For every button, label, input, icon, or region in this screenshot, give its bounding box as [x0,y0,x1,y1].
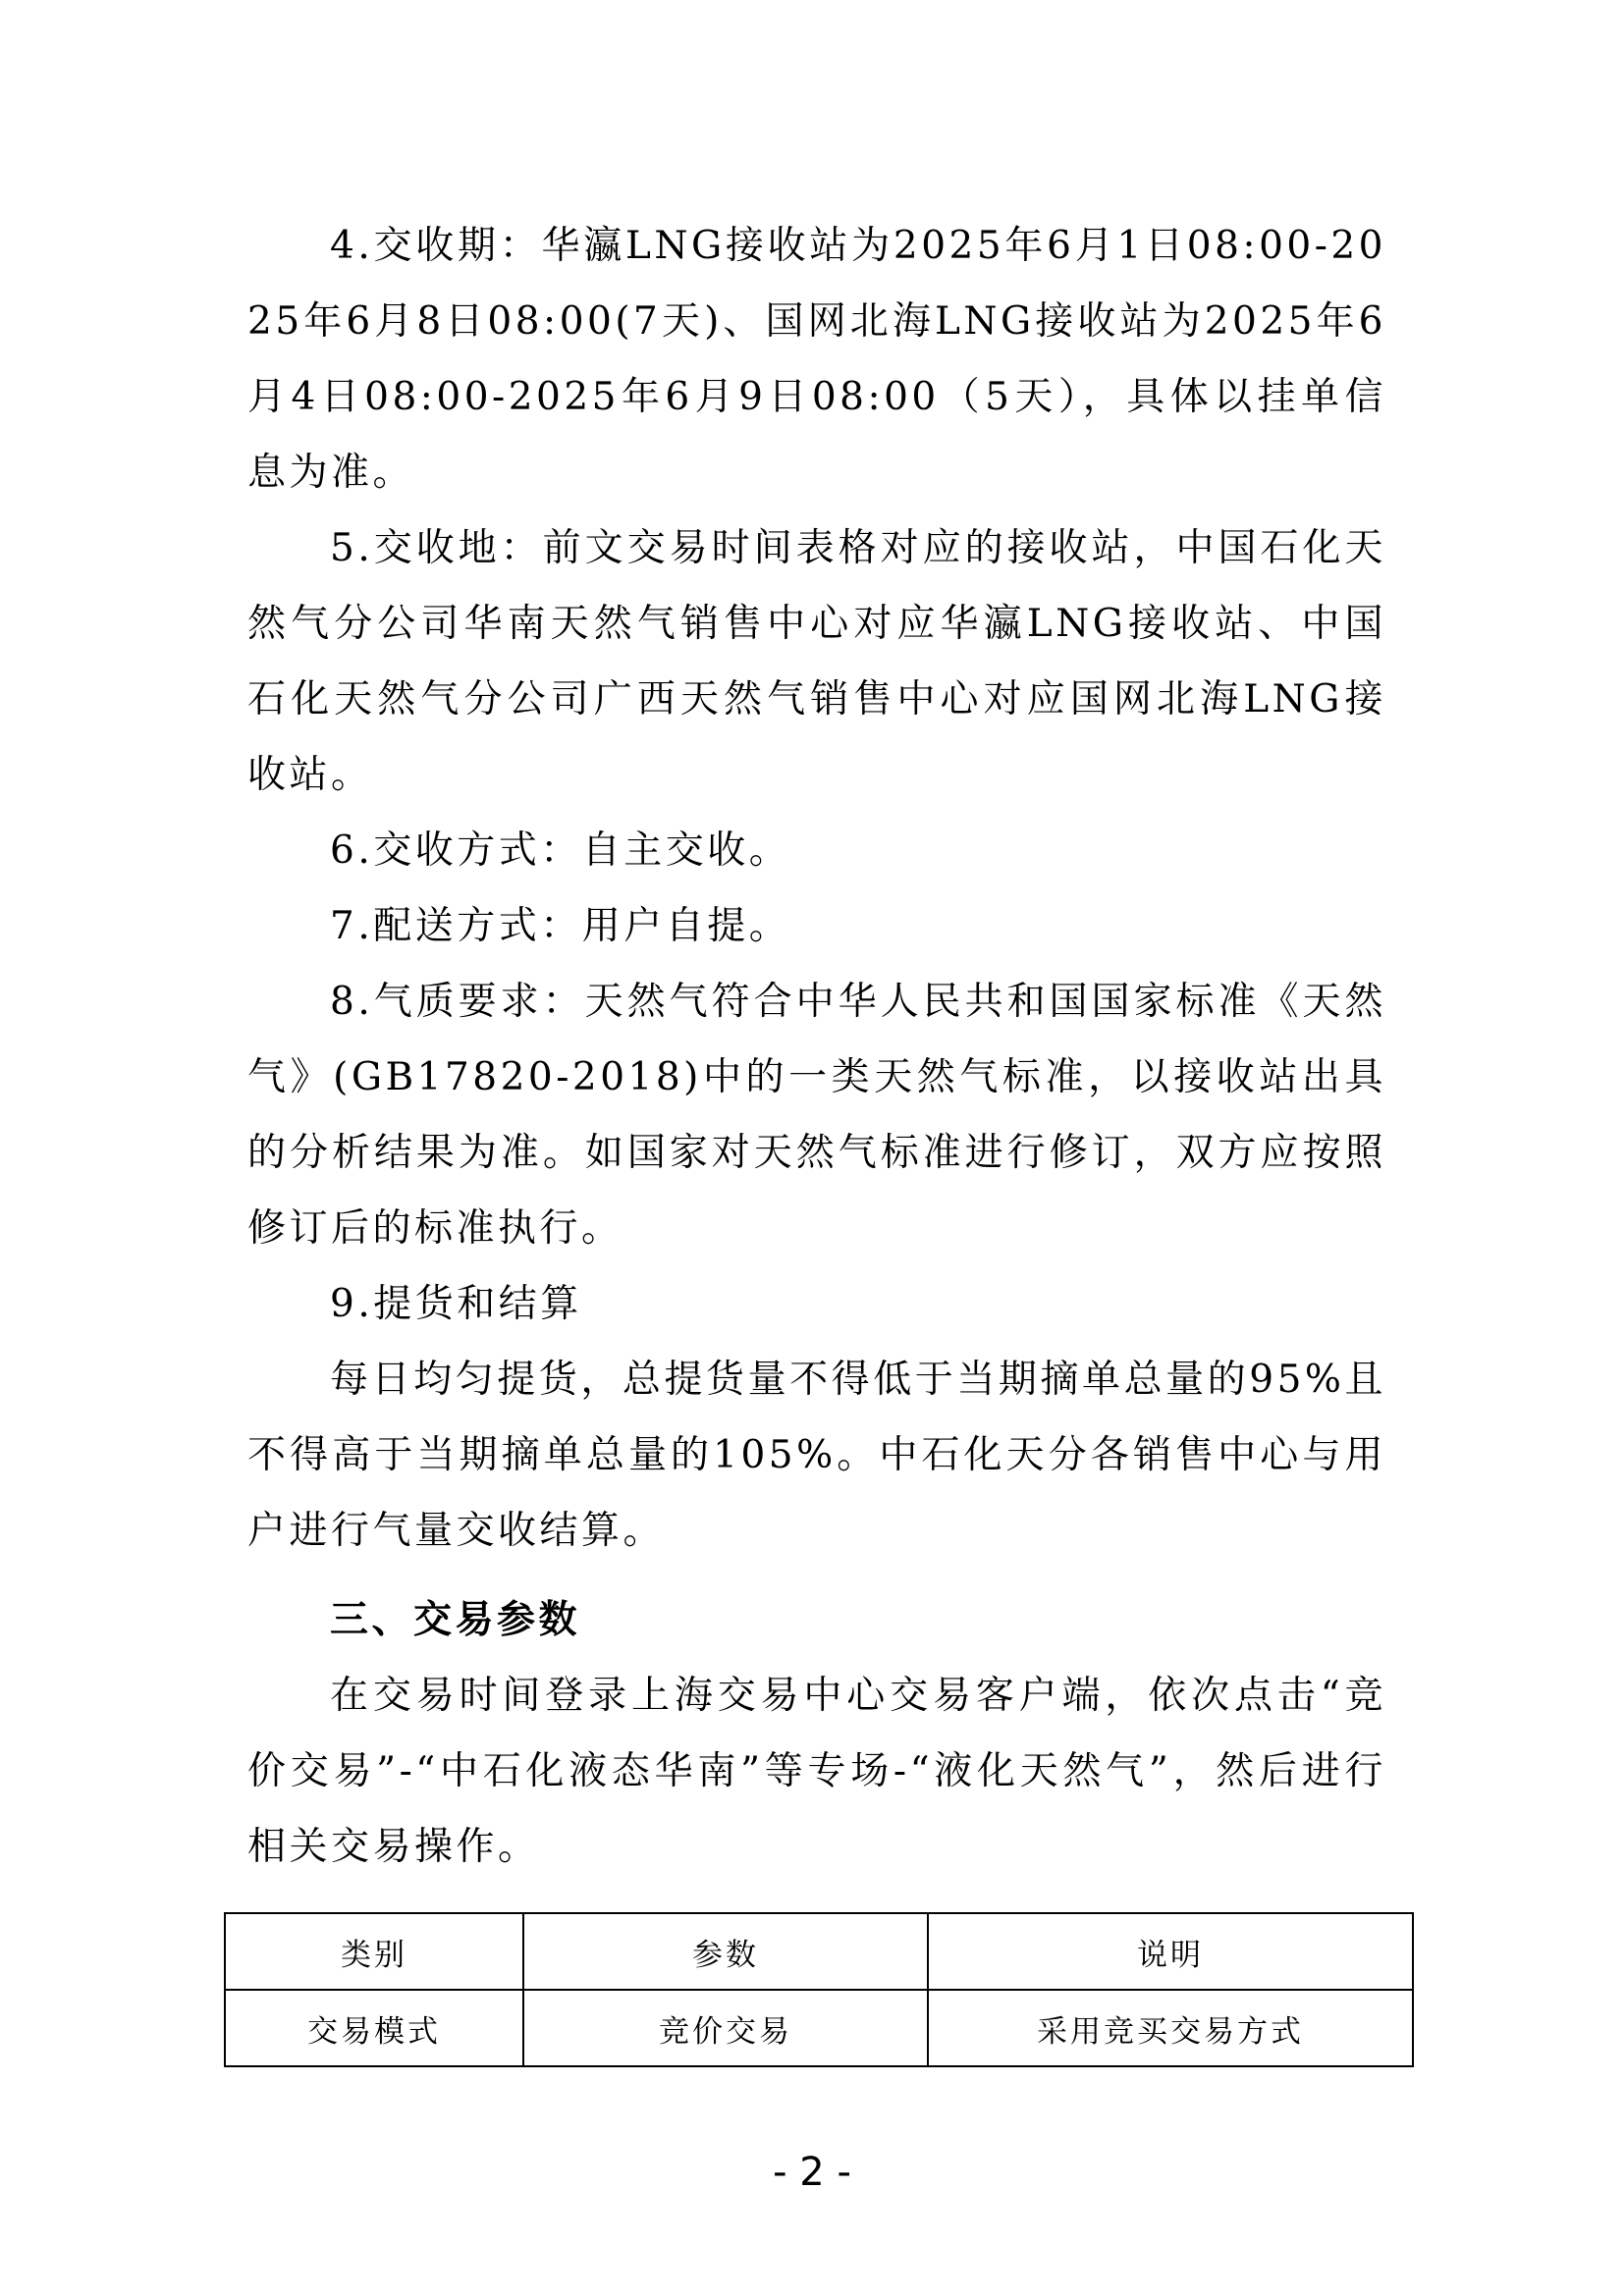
paragraph-pickup-settlement-title: 9.提货和结算 [330,1282,582,1326]
section-heading-trading-parameters: 三、交易参数 [330,1598,581,1642]
table-row [225,1990,1413,2066]
paragraph-pickup-settlement: 每日均匀提货，总提货量不得低于当期摘单总量的95%且不得高于当期摘单总量的105%。中石化天分各销售中心与用户进行气量交收结算。 [247,1358,1386,1553]
paragraph-gas-quality: 8.气质要求：天然气符合中华人民共和国国家标准《天然气》(GB17820-2018)中的一类天然气标准，以接收站出具的分析结果为准。如国家对天然气标准进行修订，双方应按照修订后的标准执行。 [247,980,1386,1251]
table-header-cell: 类别 [225,1913,523,1990]
table-cell: 采用竞买交易方式 [928,1990,1413,2066]
table-cell: 交易模式 [225,1990,523,2066]
table-header-cell: 参数 [523,1913,928,1990]
paragraph-delivery-period: 4.交收期：华瀛LNG接收站为2025年6月1日08:00-2025年6月8日08:00(7天)、国网北海LNG接收站为2025年6月4日08:00-2025年6月9日08:00（5天），具体以挂单信息为准。 [247,224,1386,495]
page-number: - 2 - [773,2150,851,2195]
table-header-row [225,1913,1413,1990]
trading-parameters-table [224,1912,1414,2067]
paragraph-delivery-method: 6.交收方式：自主交收。 [330,828,791,873]
table-cell: 竞价交易 [523,1990,928,2066]
paragraph-trading-intro: 在交易时间登录上海交易中心交易客户端，依次点击“竞价交易”-“中石化液态华南”等专场-“液化天然气”，然后进行相关交易操作。 [247,1674,1386,1869]
paragraph-delivery-location: 5.交收地：前文交易时间表格对应的接收站，中国石化天然气分公司华南天然气销售中心对应华瀛LNG接收站、中国石化天然气分公司广西天然气销售中心对应国网北海LNG接收站。 [247,526,1386,797]
paragraph-distribution-method: 7.配送方式：用户自提。 [330,904,791,948]
table-header-cell: 说明 [928,1913,1413,1990]
document-body [247,208,1386,1885]
